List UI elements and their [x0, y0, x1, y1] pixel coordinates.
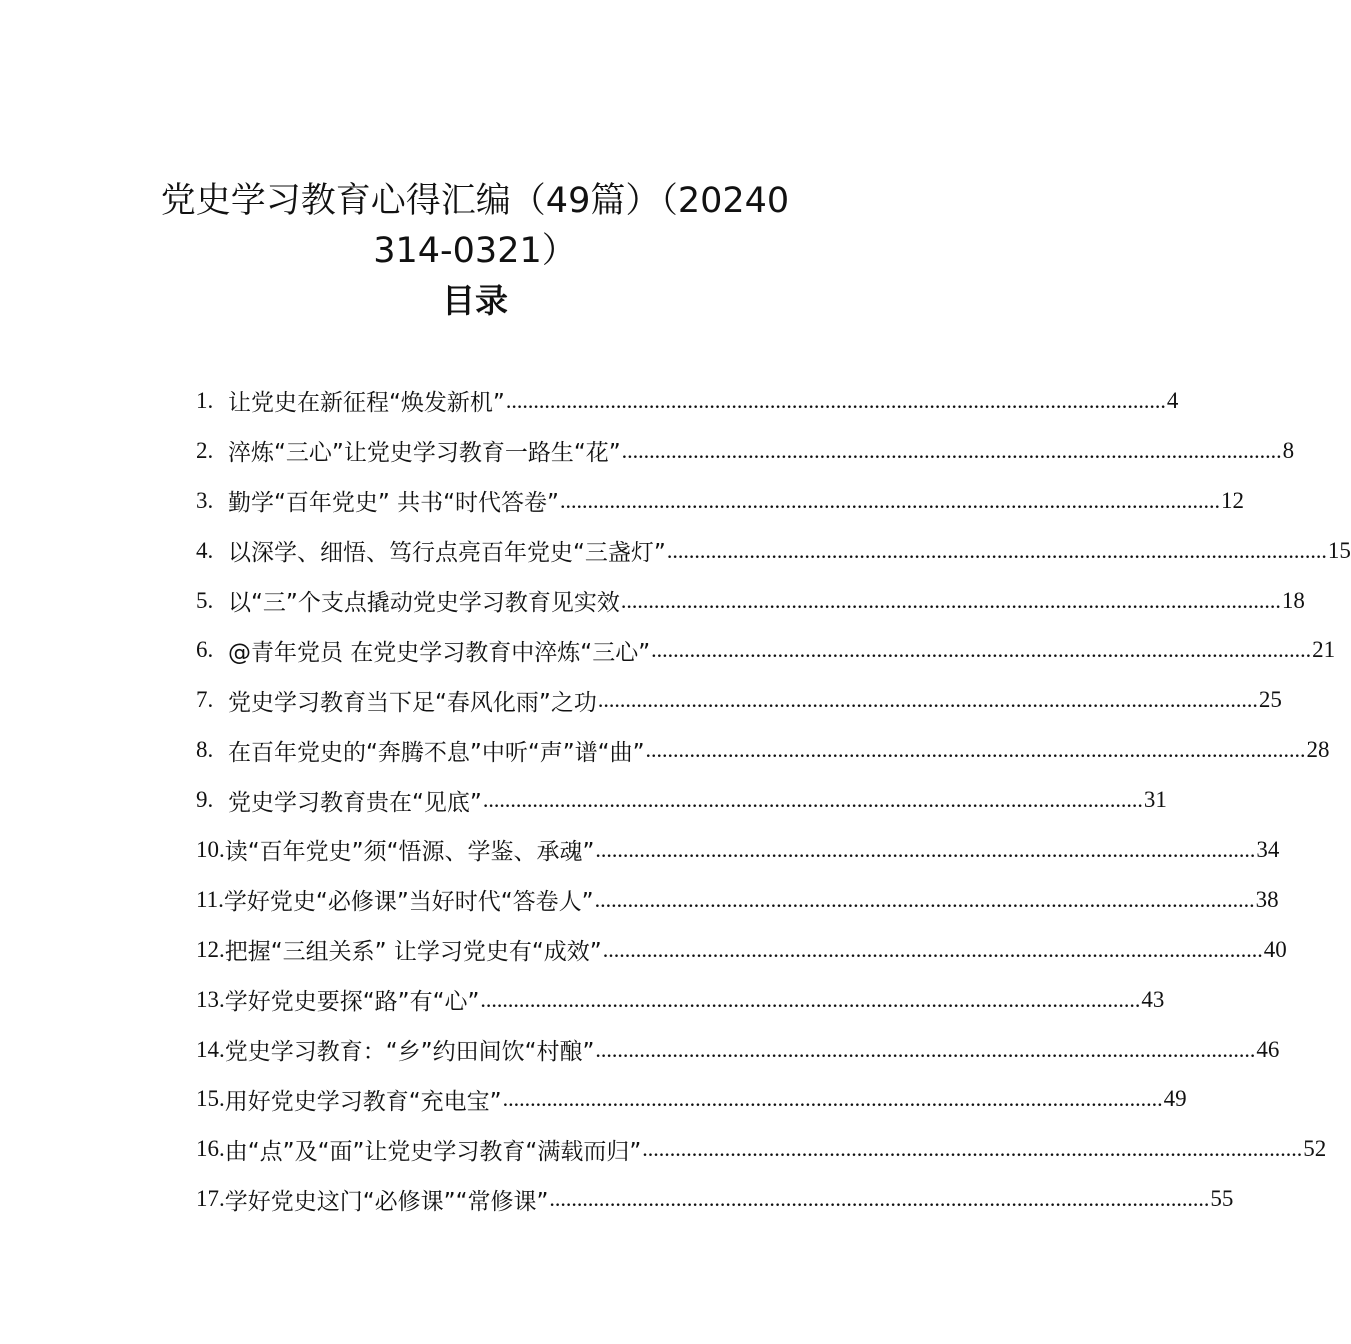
toc-entry[interactable] [196, 875, 1279, 925]
toc-entry-number: 5. [196, 587, 214, 613]
toc-entry-title: 学好党史这门“必修课”“常修课” [224, 1188, 549, 1215]
toc-entry-page: 18 [1281, 587, 1305, 613]
toc-entry[interactable] [196, 725, 1330, 775]
toc-entry[interactable] [196, 675, 1282, 725]
toc-heading: 目录 [442, 281, 508, 320]
toc-entry[interactable] [196, 925, 1287, 975]
toc-entry[interactable] [196, 825, 1280, 875]
toc-entry-page: 52 [1303, 1136, 1327, 1162]
toc-entry-page: 31 [1143, 787, 1167, 813]
toc-entry-number: 17. [196, 1186, 225, 1212]
title-line-2: 314-0321） [373, 231, 577, 271]
toc-dot-leader: ........................................................................................................................ [502, 1086, 1163, 1112]
toc-entry-title: 把握“三组关系” 让学习党史有“成效” [224, 939, 602, 966]
toc-dot-leader: ........................................................................................................................ [642, 1136, 1303, 1162]
toc-dot-leader: ........................................................................................................................ [595, 836, 1256, 862]
toc-entry[interactable] [196, 625, 1336, 675]
toc-entry[interactable] [196, 526, 1351, 576]
toc-entry-number: 13. [196, 986, 225, 1012]
toc-entry-title: @青年党员 在党史学习教育中淬炼“三心” [228, 639, 651, 666]
toc-dot-leader: ........................................................................................................................ [602, 936, 1263, 962]
title-line-1: 党史学习教育心得汇编（49篇）（20240 [160, 181, 790, 221]
toc-entry-title: 在百年党史的“奔腾不息”中听“声”谱“曲” [228, 739, 645, 766]
toc-entry-page: 15 [1327, 537, 1351, 563]
toc-entry-title: 以深学、细悟、笃行点亮百年党史“三盏灯” [228, 540, 666, 567]
toc-entry-title: 党史学习教育贵在“见底” [228, 789, 482, 816]
toc-dot-leader: ........................................................................................................................ [621, 437, 1282, 463]
toc-entry[interactable] [196, 376, 1179, 426]
toc-entry-page: 12 [1220, 487, 1244, 513]
toc-dot-leader: ........................................................................................................................ [480, 986, 1141, 1012]
toc-entry-page: 8 [1282, 437, 1295, 463]
toc-dot-leader: ........................................................................................................................ [482, 787, 1143, 813]
toc-entry[interactable] [196, 1025, 1280, 1075]
toc-entry[interactable] [196, 1174, 1234, 1224]
toc-entry[interactable] [196, 426, 1295, 476]
toc-dot-leader: ........................................................................................................................ [666, 537, 1327, 563]
toc-entry-number: 3. [196, 487, 214, 513]
toc-entry-title: 用好党史学习教育“充电宝” [224, 1088, 502, 1115]
toc-entry[interactable] [196, 476, 1244, 526]
toc-entry-page: 34 [1256, 836, 1280, 862]
toc-entry-page: 28 [1306, 737, 1330, 763]
toc-entry-page: 49 [1163, 1086, 1187, 1112]
toc-entry-title: 勤学“百年党史” 共书“时代答卷” [228, 490, 559, 517]
toc-entry[interactable] [196, 1074, 1187, 1124]
toc-entry-page: 43 [1141, 986, 1165, 1012]
toc-entry-page: 55 [1210, 1186, 1234, 1212]
toc-entry-title: 读“百年党史”须“悟源、学鉴、承魂” [224, 839, 595, 866]
toc-entry-page: 4 [1166, 387, 1179, 413]
toc-entry[interactable] [196, 1124, 1327, 1174]
toc-entry-number: 10. [196, 836, 225, 862]
toc-entry-title: 学好党史要探“路”有“心” [224, 989, 480, 1016]
toc-entry-page: 21 [1312, 637, 1336, 663]
toc-dot-leader: ........................................................................................................................ [597, 687, 1258, 713]
toc-entry-number: 7. [196, 687, 214, 713]
toc-dot-leader: ........................................................................................................................ [595, 1036, 1256, 1062]
toc-entry-title: 以“三”个支点撬动党史学习教育见实效 [228, 590, 620, 616]
toc-entry-number: 1. [196, 387, 214, 413]
toc-entry-title: 由“点”及“面”让党史学习教育“满载而归” [224, 1138, 642, 1165]
toc-entry-number: 15. [196, 1086, 225, 1112]
toc-dot-leader: ........................................................................................................................ [594, 886, 1255, 912]
toc-entry-number: 2. [196, 437, 214, 463]
toc-entry-number: 12. [196, 936, 225, 962]
toc-entry-number: 8. [196, 737, 214, 763]
toc-entry-number: 9. [196, 787, 214, 813]
toc-dot-leader: ........................................................................................................................ [549, 1186, 1210, 1212]
toc-entry-title: 让党史在新征程“焕发新机” [228, 390, 505, 417]
toc-dot-leader: ........................................................................................................................ [505, 387, 1166, 413]
toc-entry-number: 4. [196, 537, 214, 563]
toc-dot-leader: ........................................................................................................................ [645, 737, 1306, 763]
toc-entry-number: 14. [196, 1036, 225, 1062]
toc-entry[interactable] [196, 775, 1167, 825]
toc-entry-title: 学好党史“必修课”当好时代“答卷人” [223, 889, 594, 916]
toc-dot-leader: ........................................................................................................................ [651, 637, 1312, 663]
toc-dot-leader: ........................................................................................................................ [559, 487, 1220, 513]
toc-entry-title: 党史学习教育当下足“春风化雨”之功 [228, 689, 597, 716]
toc-entry-number: 6. [196, 637, 214, 663]
toc-entry-page: 38 [1255, 886, 1279, 912]
toc-entry-title: 党史学习教育：“乡”约田间饮“村酿” [224, 1039, 595, 1066]
table-of-contents [196, 376, 1351, 1224]
toc-entry-number: 11. [196, 886, 224, 912]
toc-entry-page: 40 [1263, 936, 1287, 962]
toc-entry-title: 淬炼“三心”让党史学习教育一路生“花” [228, 440, 621, 467]
toc-entry-page: 25 [1258, 687, 1282, 713]
toc-entry[interactable] [196, 975, 1165, 1025]
toc-dot-leader: ........................................................................................................................ [620, 587, 1281, 613]
toc-entry-number: 16. [196, 1136, 225, 1162]
toc-entry-page: 46 [1256, 1036, 1280, 1062]
document-title [120, 176, 830, 276]
toc-entry[interactable] [196, 576, 1305, 626]
